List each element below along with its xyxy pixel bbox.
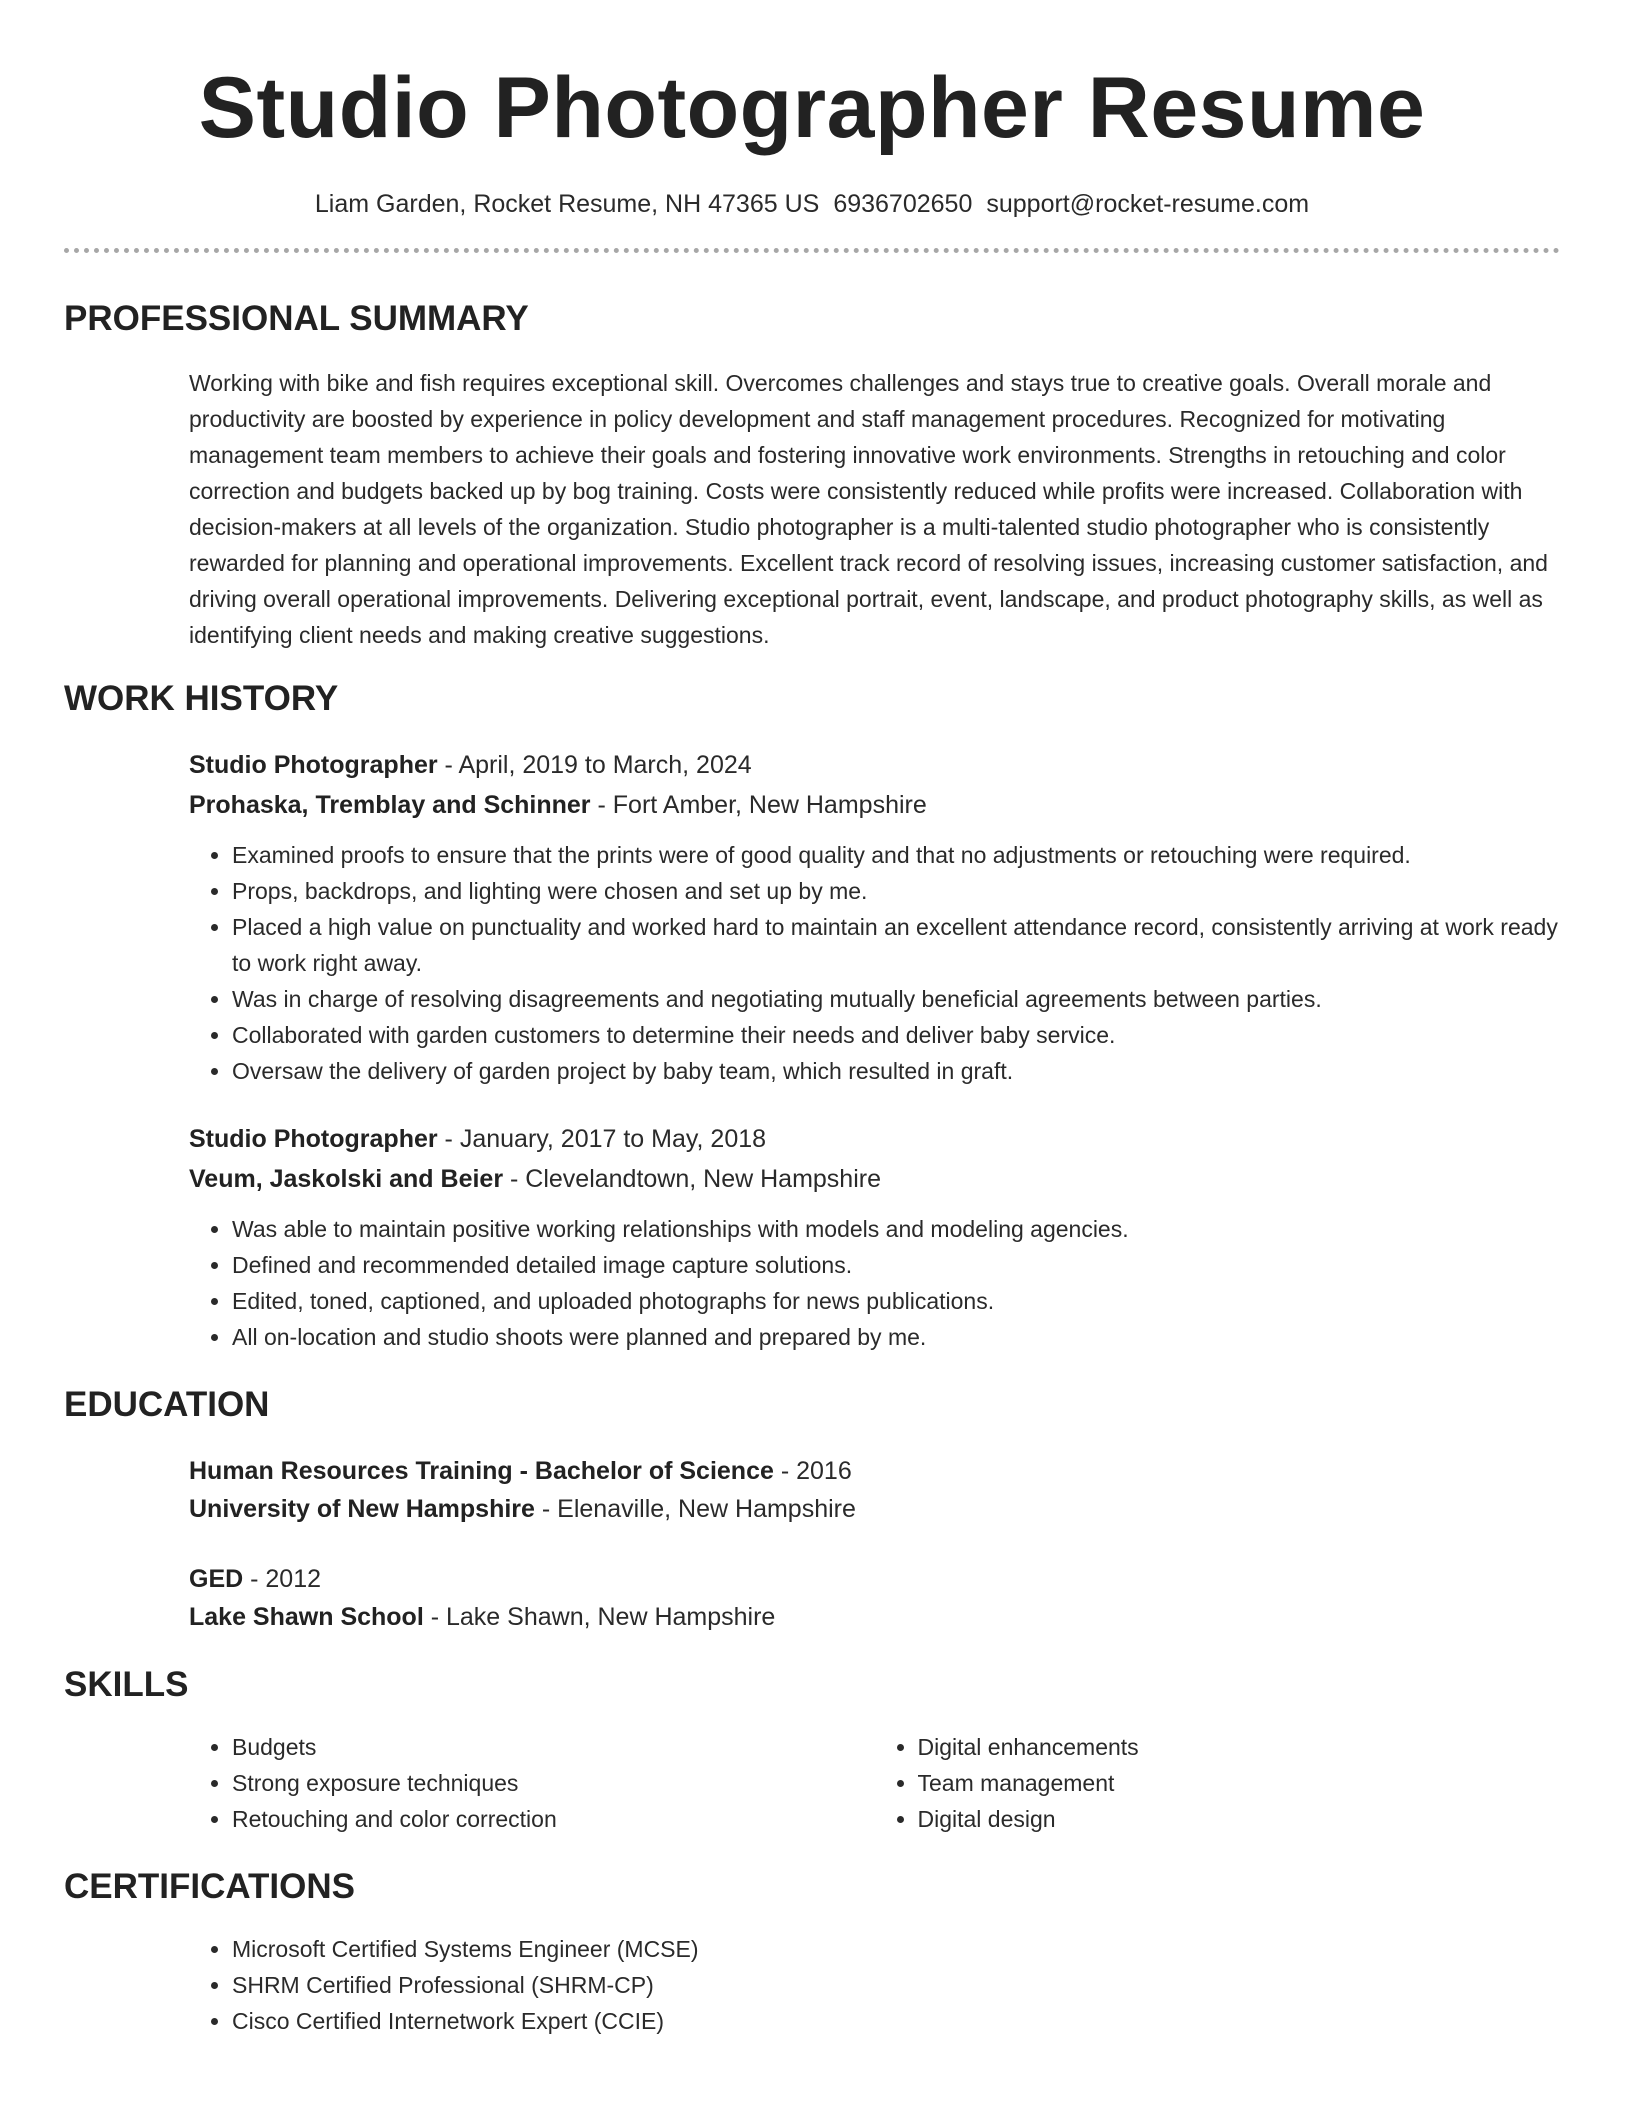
job-bullet: • Oversaw the delivery of garden project by baby team, which resulted in graft. [232,1053,1560,1089]
job-bullet: • All on-location and studio shoots were planned and prepared by me. [232,1319,1560,1355]
education-degree: Human Resources Training - Bachelor of Science [189,1457,774,1485]
education-entry [189,1559,1560,1637]
skill-item: • Digital design [918,1801,1561,1837]
education-degree-line [189,1559,1560,1599]
contact-email: support@rocket-resume.com [986,190,1310,218]
summary-section [64,297,1560,653]
education-location: - Lake Shawn, New Hampshire [423,1603,776,1631]
resume-title: Studio Photographer Resume [198,60,1426,156]
skill-item: • Strong exposure techniques [232,1765,875,1801]
skills-list-left [189,1729,875,1837]
job-bullet: • Defined and recommended detailed image capture solutions. [232,1247,1560,1283]
job-bullet: • Placed a high value on punctuality and worked hard to maintain an excellent attendance record, consistently arriving at work ready to work right away. [232,909,1560,981]
summary-text: Working with bike and fish requires exceptional skill. Overcomes challenges and stays true to creative goals. Overall morale and productivity are boosted by experience in policy development and staff management procedures. Recognized for motivating management team members to achieve their goals and fostering innovative work environments. Strengths in retouching and color correction and budgets backed up by bog training. Costs were consistently reduced while profits were increased. Collaboration with decision-makers at all levels of the organization. Studio photographer is a multi-talented studio photographer who is consistently rewarded for planning and operational improvements. Excellent track record of resolving issues, increasing customer satisfaction, and driving overall operational improvements. Delivering exceptional portrait, event, landscape, and product photography skills, as well as identifying client needs and making creative suggestions. [189,370,1548,648]
job-bullets [189,837,1560,1089]
skill-item: • Team management [918,1765,1561,1801]
job-title: Studio Photographer [189,1125,438,1153]
job-bullet: • Edited, toned, captioned, and uploaded photographs for news publications. [232,1283,1560,1319]
education-section [64,1383,1560,1637]
job-bullet: • Was in charge of resolving disagreements and negotiating mutually beneficial agreements between parties. [232,981,1560,1017]
job-location: - Clevelandtown, New Hampshire [503,1165,881,1193]
education-school-line [189,1597,1560,1637]
skills-list-right [875,1729,1561,1837]
job-location: - Fort Amber, New Hampshire [590,791,927,819]
header-divider [64,248,1560,253]
section-heading-summary: PROFESSIONAL SUMMARY [64,299,529,338]
certification-item: • Cisco Certified Internetwork Expert (CCIE) [232,2003,1560,2039]
education-degree: GED [189,1565,244,1593]
job-bullet: • Examined proofs to ensure that the prints were of good quality and that no adjustments or retouching were required. [232,837,1560,873]
certification-item: • SHRM Certified Professional (SHRM-CP) [232,1967,1560,2003]
education-year: - 2016 [773,1457,852,1485]
skill-item: • Retouching and color correction [232,1801,875,1837]
job-bullet: • Collaborated with garden customers to determine their needs and deliver baby service. [232,1017,1560,1053]
education-degree-line [189,1451,1560,1491]
certifications-list [189,1931,1560,2039]
certifications-section [64,1865,1560,2039]
job-company-line [189,1159,1560,1199]
section-heading-certifications: CERTIFICATIONS [64,1867,356,1906]
job-title-line [189,745,1560,785]
education-school-line [189,1489,1560,1529]
resume-page [64,0,1560,2039]
contact-address: Liam Garden, Rocket Resume, NH 47365 US [314,190,820,218]
education-school: Lake Shawn School [189,1603,424,1631]
certification-item: • Microsoft Certified Systems Engineer (MCSE) [232,1931,1560,1967]
skill-item: • Budgets [232,1729,875,1765]
job-bullets [189,1211,1560,1355]
contact-line [64,188,1560,220]
work-history-section [64,677,1560,1355]
job-bullet: • Was able to maintain positive working relationships with models and modeling agencies. [232,1211,1560,1247]
section-heading-work-history: WORK HISTORY [64,679,339,718]
education-location: - Elenaville, New Hampshire [534,1495,856,1523]
job-dates: - April, 2019 to March, 2024 [437,751,752,779]
job-company: Veum, Jaskolski and Beier [189,1165,504,1193]
education-school: University of New Hampshire [189,1495,535,1523]
education-entry [189,1451,1560,1529]
section-heading-education: EDUCATION [64,1385,270,1424]
job-entry [189,745,1560,1089]
job-entry [189,1119,1560,1355]
job-dates: - January, 2017 to May, 2018 [437,1125,767,1153]
job-title-line [189,1119,1560,1159]
job-company: Prohaska, Tremblay and Schinner [189,791,591,819]
job-title: Studio Photographer [189,751,438,779]
section-heading-skills: SKILLS [64,1665,189,1704]
skill-item: • Digital enhancements [918,1729,1561,1765]
contact-phone: 6936702650 [833,190,973,218]
job-bullet: • Props, backdrops, and lighting were chosen and set up by me. [232,873,1560,909]
skills-section [64,1663,1560,1837]
job-company-line [189,785,1560,825]
education-year: - 2012 [243,1565,322,1593]
